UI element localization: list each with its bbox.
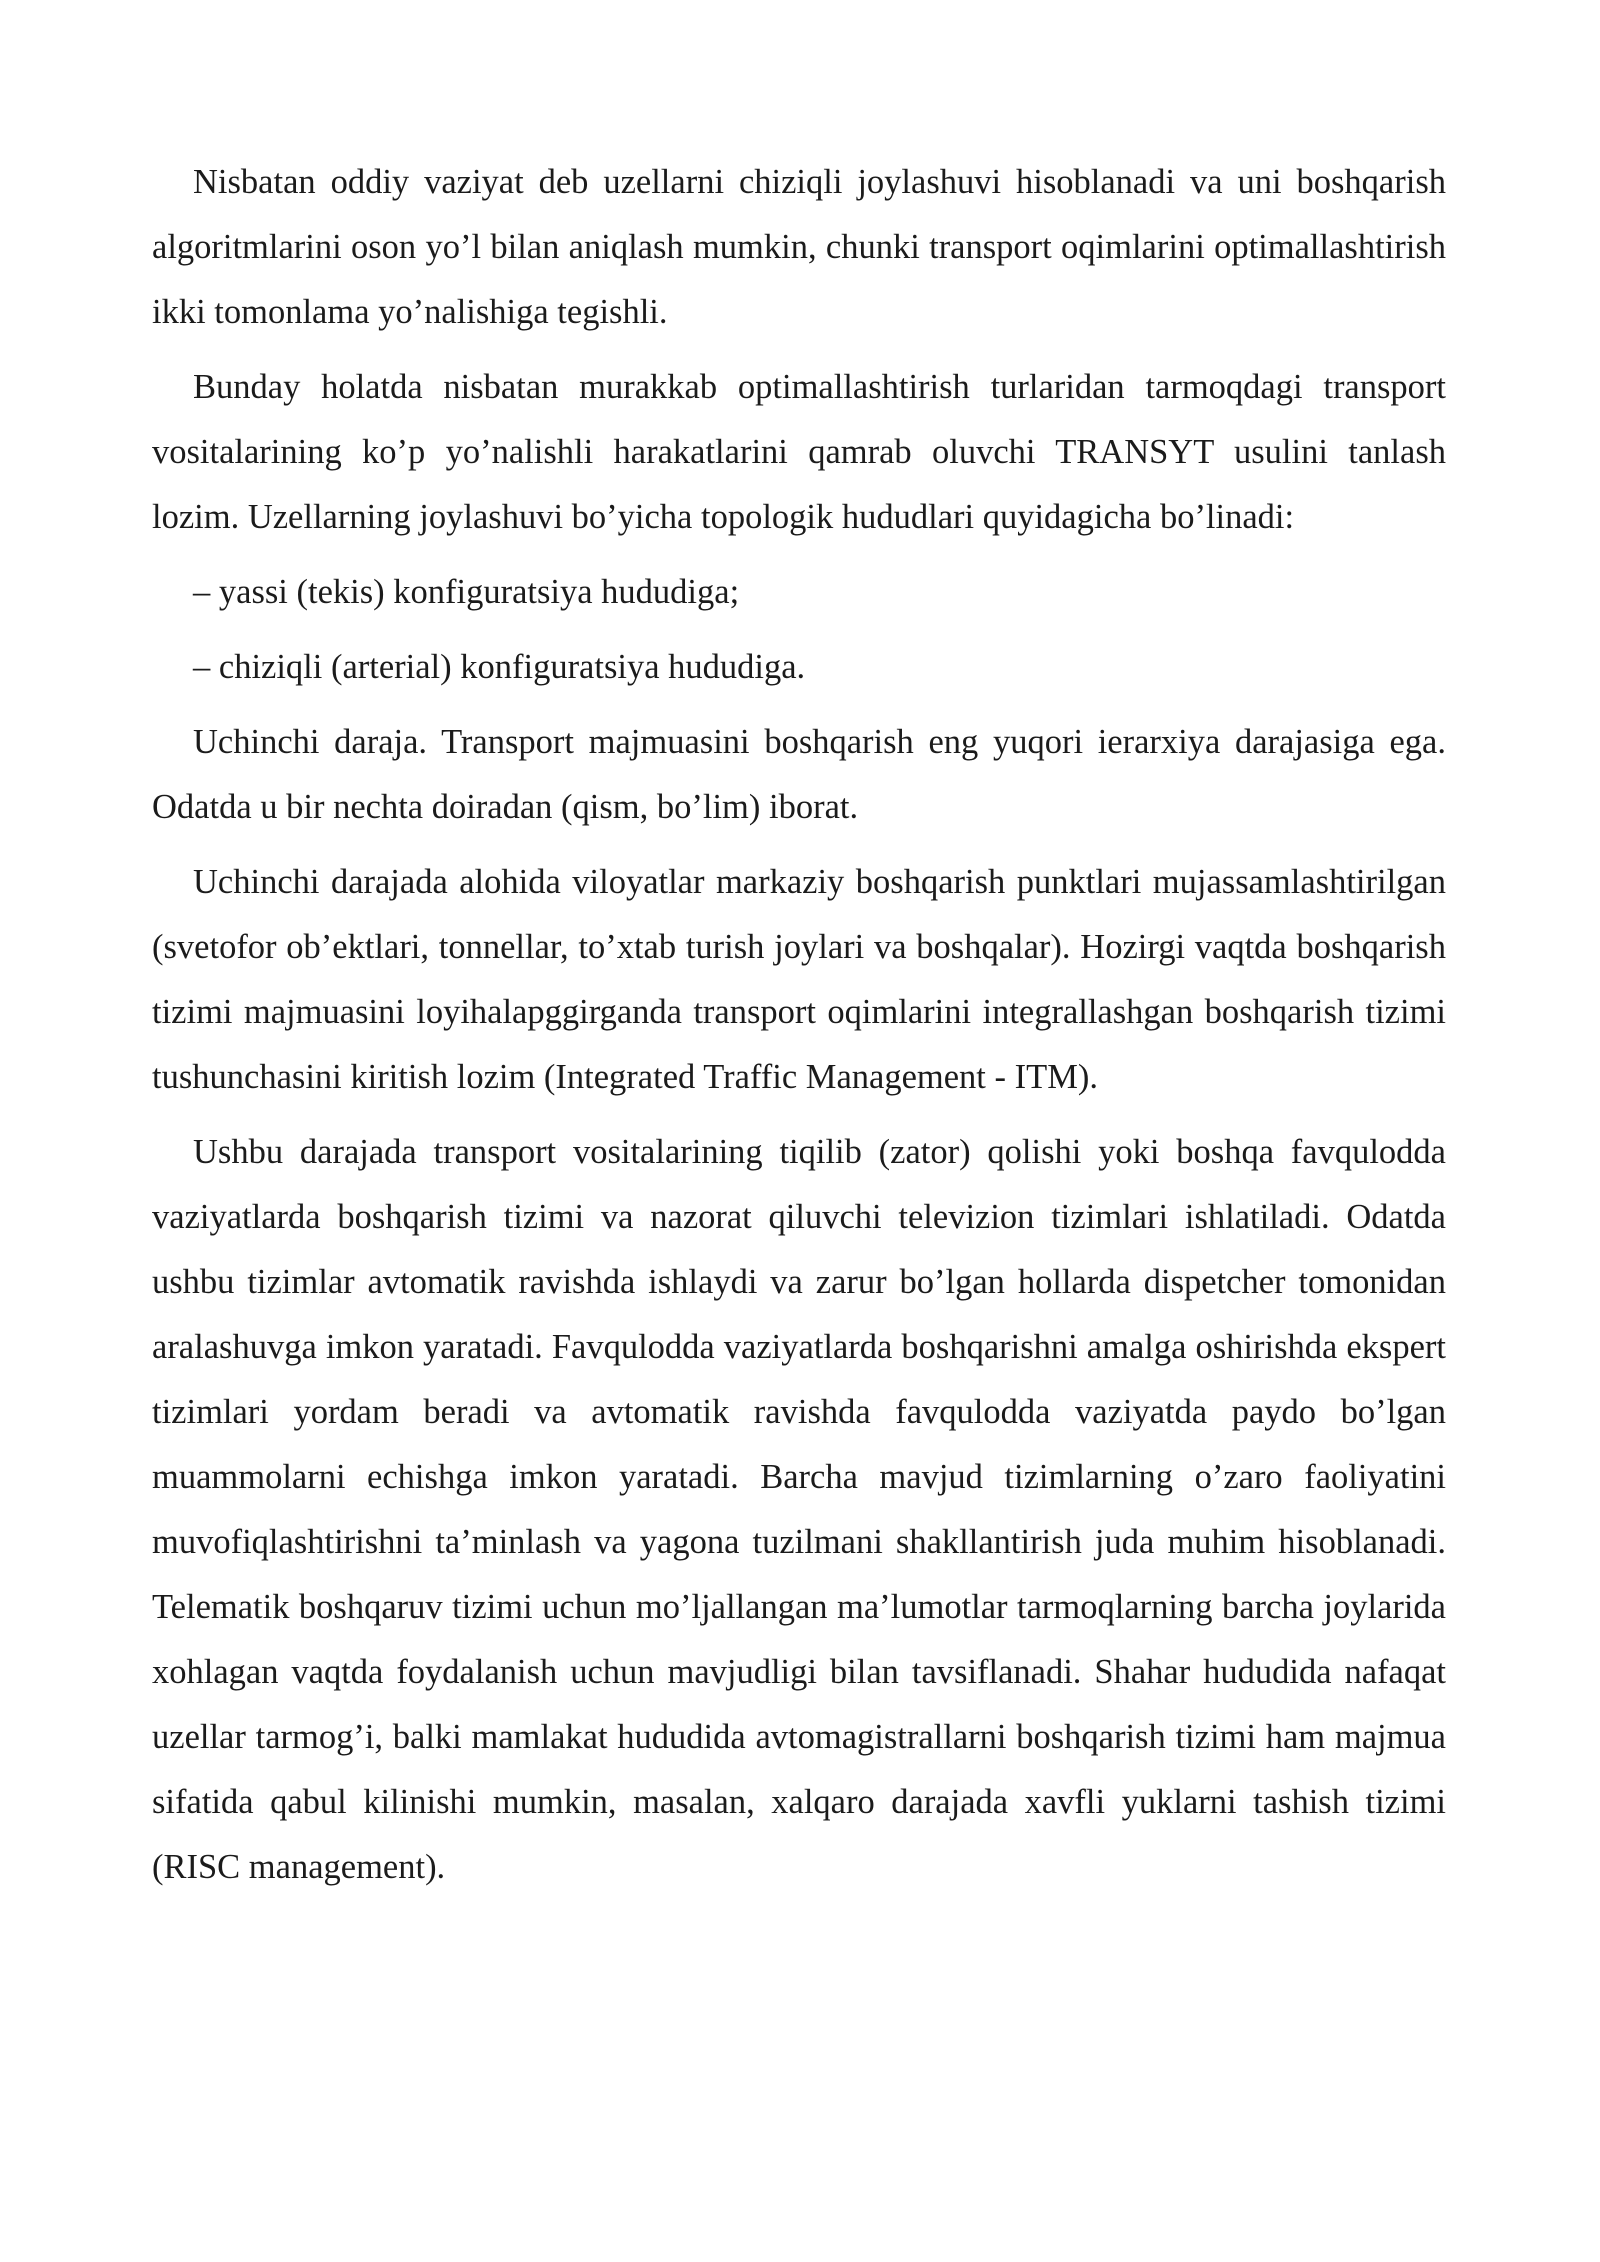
paragraph-third-level: Uchinchi daraja. Transport majmuasini boshqarish eng yuqori ierarxiya darajasiga ega. Odatda u bir nechta doiradan (qism, bo’lim) iborat. bbox=[152, 723, 1446, 826]
paragraph-emergency-control: Ushbu darajada transport vositalarining tiqilib (zator) qolishi yoki boshqa favqulodda vaziyatlarda boshqarish tizimi va nazorat qiluvchi televizion tizimlari ishlatiladi. Odatda ushbu tizimlar avtomatik ravishda ishlaydi va zarur bo’lgan hollarda dispetcher tomonidan aralashuvga imkon yaratadi. Favqulodda vaziyatlarda boshqarishni amalga oshirishda ekspert tizimlari yordam beradi va avtomatik ravishda favqulodda vaziyatda paydo bo’lgan muammolarni echishga imkon yaratadi. Barcha mavjud tizimlarning o’zaro faoliyatini muvofiqlashtirishni ta’minlash va yagona tuzilmani shakllantirish juda muhim hisoblanadi. Telematik boshqaruv tizimi uchun mo’ljallangan ma’lumotlar tarmoqlarning barcha joylarida xohlagan vaqtda foydalanish uchun mavjudligi bilan tavsiflanadi. Shahar hududida nafaqat uzellar tarmog’i, balki mamlakat hududida avtomagistrallarni boshqarish tizimi ham majmua sifatida qabul kilinishi mumkin, masalan, xalqaro darajada xavfli yuklarni tashish tizimi (RISC management). bbox=[152, 1133, 1446, 1886]
list-item-flat-configuration: – yassi (tekis) konfiguratsiya hududiga; bbox=[193, 573, 740, 611]
list-item-arterial-configuration: – chiziqli (arterial) konfiguratsiya hududiga. bbox=[193, 648, 806, 686]
paragraph-central-control-points: Uchinchi darajada alohida viloyatlar markaziy boshqarish punktlari mujassamlashtirilgan (svetofor ob’ektlari, tonnellar, to’xtab turish joylari va boshqalar). Hozirgi vaqtda boshqarish tizimi majmuasini loyihalapggirganda transport oqimlarini integrallashgan boshqarish tizimi tushunchasini kiritish lozim (Integrated Traffic Management - ITM). bbox=[152, 863, 1446, 1096]
paragraph-linear-nodes: Nisbatan oddiy vaziyat deb uzellarni chiziqli joylashuvi hisoblanadi va uni boshqarish algoritmlarini oson yo’l bilan aniqlash mumkin, chunki transport oqimlarini optimallashtirish ikki tomonlama yo’nalishiga tegishli. bbox=[152, 163, 1446, 331]
paragraph-transyt-method: Bunday holatda nisbatan murakkab optimallashtirish turlaridan tarmoqdagi transport vositalarining ko’p yo’nalishli harakatlarini qamrab oluvchi TRANSYT usulini tanlash lozim. Uzellarning joylashuvi bo’yicha topologik hududlari quyidagicha bo’linadi: bbox=[152, 368, 1446, 536]
document-page bbox=[152, 150, 1446, 1910]
